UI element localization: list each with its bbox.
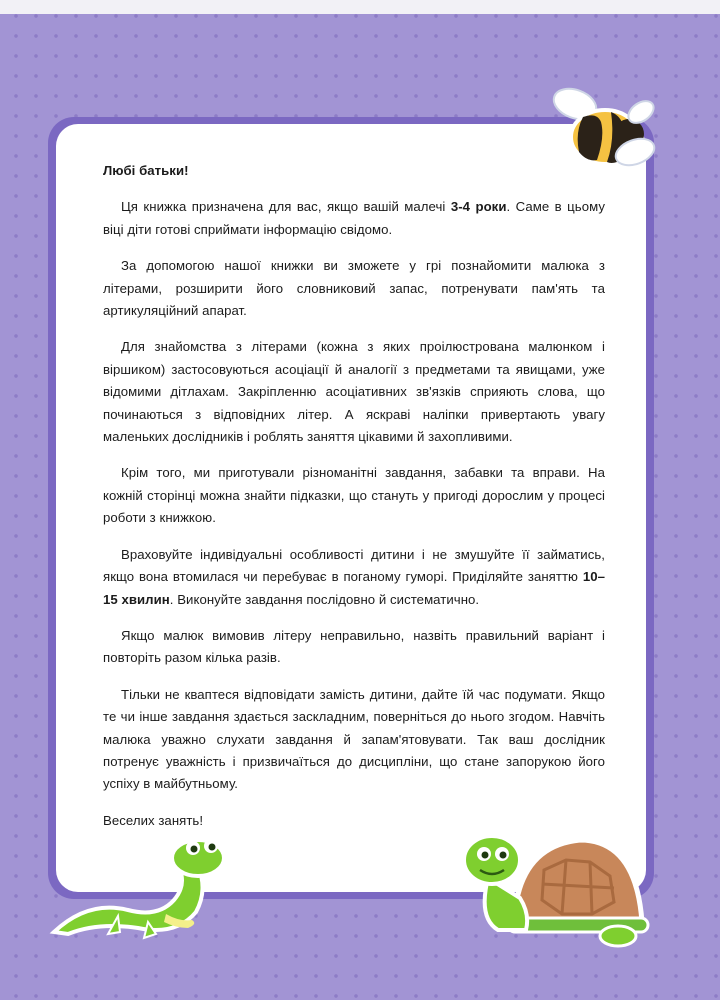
lizard-icon: [48, 830, 238, 940]
paragraph-3: Для знайомства з літерами (кожна з яких проілюстрована малюнком і віршиком) застосовуються асоціації й аналогії з предметами та явищами, уже відомими дітлахам. Закріпленню асоціативних зв'язків сприяють слова, що починаються з відповідних літер. А яскраві наліпки привертають увагу маленьких дослідників і роблять заняття цікавими й захопливими.: [103, 339, 605, 445]
duration-highlight: 10–15 хвилин: [103, 569, 605, 607]
paragraph-7: Тільки не кваптеся відповідати замість дитини, дайте їй час подумати. Якщо те чи інше завдання здається заскладним, поверніться до нього згодом. Навчіть малюка уважно слухати завдання й запам'ятовувати. Так ваш дослідник потренує уважність і призвичаїться до дисципліни, що стане запорукою його успіху в майбутньому.: [103, 686, 605, 792]
closing: Веселих занять!: [103, 812, 204, 828]
greeting: Любі батьки!: [103, 163, 189, 178]
paragraph-6: Якщо малюк вимовив літеру неправильно, назвіть правильний варіант і повторіть разом кілька разів.: [103, 627, 605, 666]
letter-text: [103, 160, 605, 846]
paragraph-1: Ця книжка призначена для вас, якщо вашій малечі 3-4 роки. Саме в цьому віці діти готові сприймати інформацію свідомо.: [103, 199, 605, 237]
paragraph-5: Враховуйте індивідуальні особливості дитини і не змушуйте її займатись, якщо вона втомилася чи перебуває в поганому гуморі. Приділяйте заняттю 10–15 хвилин. Виконуйте завдання послідовно й систематично.: [103, 546, 605, 607]
paragraph-4: Крім того, ми приготували різноманітні завдання, забавки та вправи. На кожній сторінці можна знайти підказки, що стануть у пригоді дорослим у процесі роботи з книжкою.: [103, 465, 605, 526]
paragraph-2: За допомогою нашої книжки ви зможете у грі познайомити малюка з літерами, розширити його словниковий запас, потренувати пам'ять та артикуляційний апарат.: [103, 258, 605, 319]
bee-icon: [545, 82, 660, 177]
top-strip: [0, 0, 720, 14]
age-highlight: 3-4 роки: [450, 199, 507, 215]
turtle-icon: [458, 818, 654, 950]
